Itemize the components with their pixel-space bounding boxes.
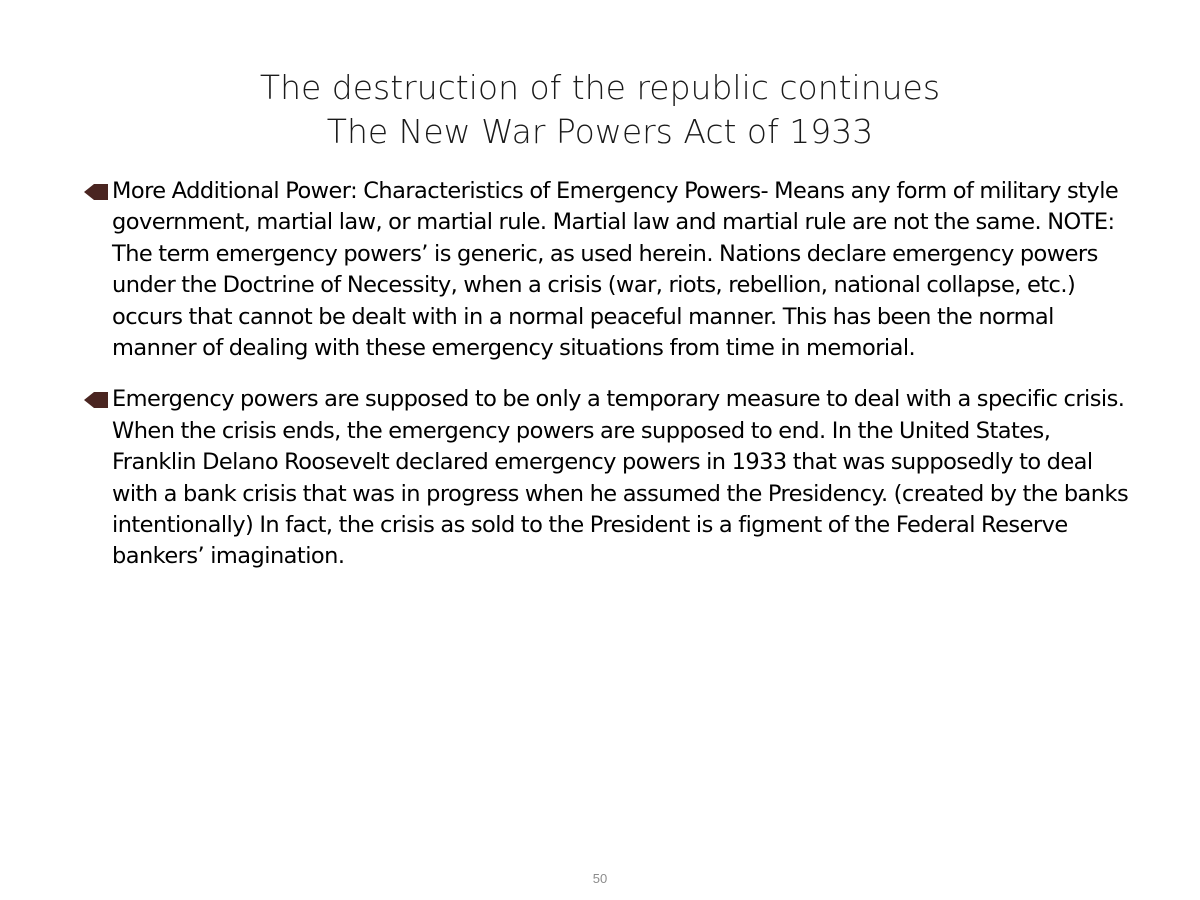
bullet-item [82, 384, 1132, 572]
diamond-bullet-icon [82, 182, 110, 202]
bullet-text: More Additional Power: Characteristics of Emergency Powers- Means any form of military style government, martial law, or martial rule. Martial law and martial rule are not the same. NOTE: The term emergency powers’ is generic, as used herein. Nations declare emergency powers under the Doctrine of Necessity, when a crisis (war, riots, rebellion, national collapse, etc.) occurs that cannot be dealt with in a normal peaceful manner. This has been the normal manner of dealing with these emergency situations from time in memorial. [112, 178, 1119, 362]
slide-title [0, 66, 1200, 154]
page-number: 50 [592, 871, 608, 886]
bullet-list [82, 176, 1132, 593]
diamond-bullet-icon [82, 390, 110, 410]
bullet-text: Emergency powers are supposed to be only a temporary measure to deal with a specific crisis. When the crisis ends, the emergency powers are supposed to end. In the United States, Franklin Delano Roosevelt declared emergency powers in 1933 that was supposedly to deal with a bank crisis that was in progress when he assumed the Presidency. (created by the banks intentionally) In fact, the crisis as sold to the President is a figment of the Federal Reserve bankers’ imagination. [112, 386, 1129, 570]
bullet-item [82, 176, 1132, 364]
slide-title-line-2: The New War Powers Act of 1933 [326, 112, 874, 151]
slide-title-line-1: The destruction of the republic continues [259, 68, 941, 107]
